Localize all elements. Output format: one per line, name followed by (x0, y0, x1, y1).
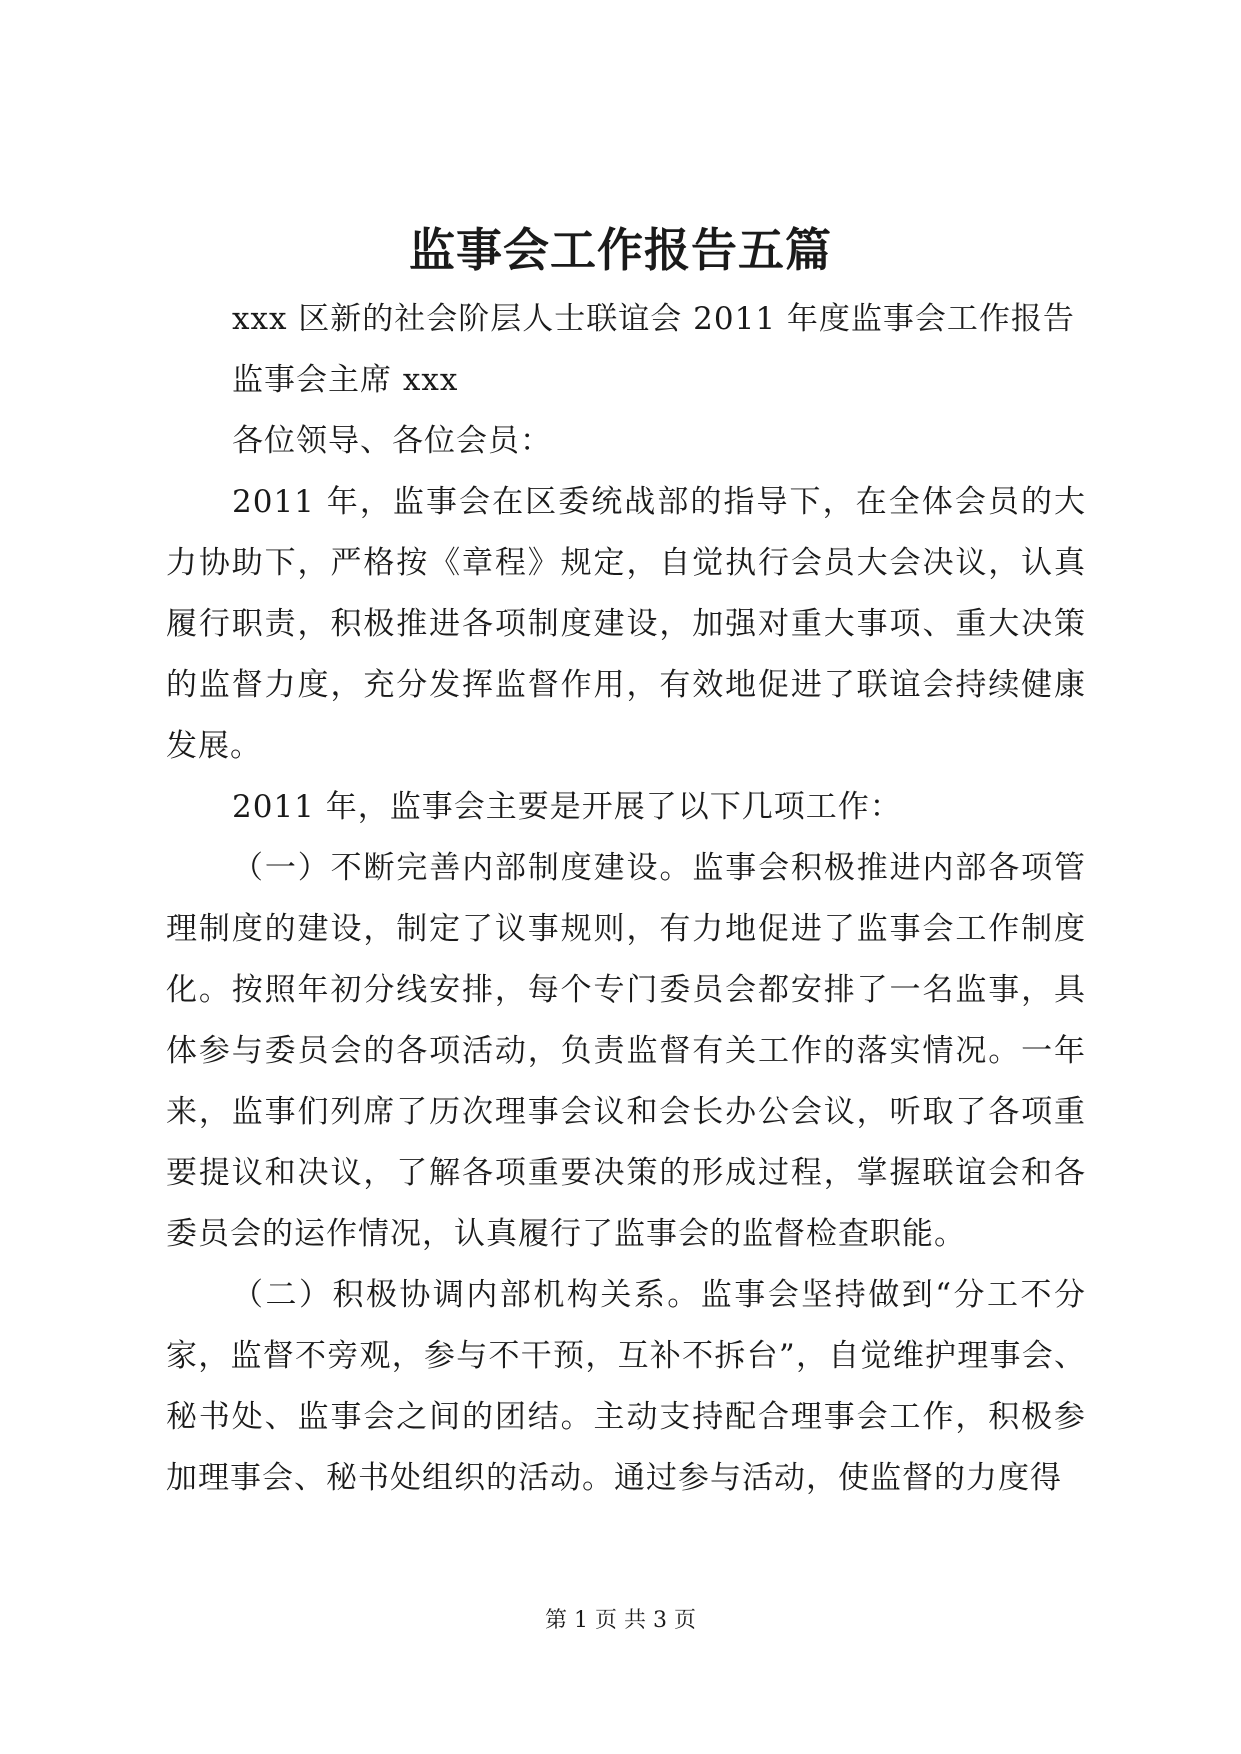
report-heading: xxx 区新的社会阶层人士联谊会 2011 年度监事会工作报告 (232, 301, 1075, 337)
salutation: 各位领导、各位会员： (232, 423, 552, 459)
page-number: 第 1 页 共 3 页 (545, 1608, 696, 1633)
document-body (166, 289, 1086, 1509)
document-title: 监事会工作报告五篇 (409, 223, 832, 277)
paragraph-work-overview: 2011 年，监事会主要是开展了以下几项工作： (232, 789, 902, 825)
paragraph-intro: 2011 年，监事会在区委统战部的指导下，在全体会员的大力协助下，严格按《章程》规定，自觉执行会员大会决议，认真履行职责，积极推进各项制度建设，加强对重大事项、重大决策的监督力度，充分发挥监督作用，有效地促进了联谊会持续健康发展。 (166, 484, 1086, 764)
report-author: 监事会主席 xxx (232, 362, 459, 398)
paragraph-section-one: （一）不断完善内部制度建设。监事会积极推进内部各项管理制度的建设，制定了议事规则，有力地促进了监事会工作制度化。按照年初分线安排，每个专门委员会都安排了一名监事，具体参与委员会的各项活动，负责监督有关工作的落实情况。一年来，监事们列席了历次理事会议和会长办公会议，听取了各项重要提议和决议，了解各项重要决策的形成过程，掌握联谊会和各委员会的运作情况，认真履行了监事会的监督检查职能。 (166, 850, 1086, 1252)
paragraph-section-two: （二）积极协调内部机构关系。监事会坚持做到“分工不分家，监督不旁观，参与不干预，互补不拆台”，自觉维护理事会、秘书处、监事会之间的团结。主动支持配合理事会工作，积极参加理事会、秘书处组织的活动。通过参与活动，使监督的力度得 (166, 1277, 1086, 1496)
